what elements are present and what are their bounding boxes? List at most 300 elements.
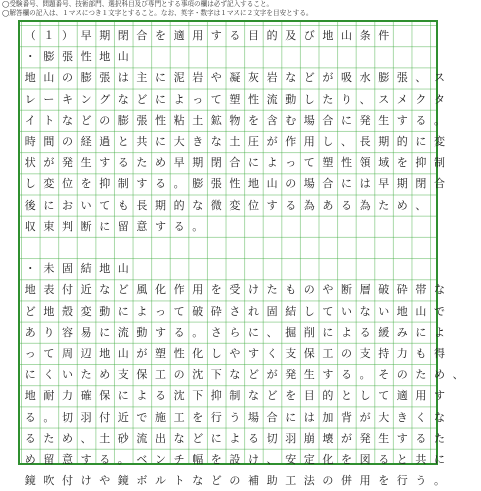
grid-cell: 生 — [378, 113, 390, 127]
grid-cell: 閉 — [415, 177, 427, 191]
grid-cell: や — [229, 347, 241, 360]
grid-cell: チ — [173, 453, 185, 466]
grid-cell: 断 — [80, 219, 92, 233]
grid-cell: 塑 — [322, 156, 334, 170]
grid-cell: の — [396, 368, 408, 382]
grid-cell: に — [285, 410, 297, 424]
grid-cell: 近 — [80, 283, 92, 297]
grid-cell: る — [359, 325, 371, 339]
grid-cell: 微 — [210, 198, 222, 212]
grid-cell: し — [303, 304, 315, 318]
grid-cell: に — [99, 219, 111, 233]
grid-cell: よ — [266, 156, 278, 170]
grid-cell: 保 — [99, 389, 111, 403]
grid-cell: 変 — [433, 135, 445, 148]
grid-cell: 結 — [80, 262, 92, 276]
grid-cell: ど — [117, 283, 129, 297]
grid-cell: ー — [43, 92, 55, 106]
grid-cell: に — [43, 198, 55, 212]
grid-cell: な — [247, 389, 259, 403]
grid-cell: 条 — [359, 29, 371, 42]
grid-cell: と — [396, 453, 408, 466]
grid-cell: て — [210, 92, 222, 106]
grid-cell: 土 — [99, 431, 111, 445]
grid-cell: る — [340, 368, 352, 382]
grid-cell: 付 — [61, 283, 73, 297]
grid-cell: に — [340, 177, 352, 191]
answer-line — [21, 258, 481, 279]
grid-cell: に — [247, 325, 259, 339]
answer-line — [21, 195, 481, 216]
grid-cell: 背 — [340, 410, 352, 424]
answer-line — [21, 237, 481, 258]
grid-cell: 。 — [192, 325, 204, 339]
answer-line — [21, 152, 481, 173]
answer-sheet[interactable] — [18, 20, 464, 488]
grid-cell: 目 — [247, 29, 259, 42]
grid-cell: 工 — [322, 347, 334, 360]
grid-cell: 山 — [43, 71, 55, 85]
grid-cell: め — [433, 368, 445, 382]
grid-cell: お — [61, 198, 73, 212]
grid-cell: 用 — [359, 474, 371, 488]
grid-cell: 鉱 — [210, 113, 222, 127]
grid-cell: く — [266, 347, 278, 360]
grid-cell: て — [43, 347, 55, 360]
grid-cell: 岩 — [192, 71, 204, 85]
grid-cell: 、 — [80, 431, 92, 445]
grid-cell: 設 — [229, 453, 241, 466]
grid-cell: 間 — [43, 135, 55, 148]
grid-cell: る — [285, 198, 297, 212]
grid-cell: 長 — [359, 135, 371, 148]
grid-cell: し — [24, 177, 36, 191]
grid-cell: に — [154, 135, 166, 148]
grid-cell: な — [229, 368, 241, 382]
grid-cell: 破 — [192, 304, 204, 318]
grid-cell: あ — [24, 325, 36, 339]
grid-cell: 吹 — [43, 474, 55, 488]
grid-cell: ク — [415, 92, 427, 106]
grid-cell: っ — [154, 304, 166, 318]
grid-cell: 経 — [80, 135, 92, 148]
grid-cell: が — [340, 431, 352, 445]
grid-cell: た — [136, 156, 148, 170]
grid-cell: 張 — [396, 71, 408, 85]
grid-cell: 時 — [24, 135, 36, 148]
grid-cell: 砕 — [210, 304, 222, 318]
grid-cell: 破 — [378, 283, 390, 297]
grid-cell: に — [247, 156, 259, 170]
grid-cell: 膨 — [43, 50, 55, 64]
grid-cell: 生 — [378, 431, 390, 445]
answer-line — [21, 343, 481, 364]
answer-line — [21, 67, 481, 88]
grid-cell: 殻 — [61, 304, 73, 318]
grid-cell: 主 — [136, 71, 148, 85]
grid-cell: 付 — [99, 410, 111, 424]
grid-cell: 膨 — [117, 113, 129, 127]
grid-cell: 工 — [154, 368, 166, 382]
answer-grid — [20, 22, 464, 488]
grid-cell: り — [340, 92, 352, 106]
grid-cell: 行 — [396, 474, 408, 488]
grid-cell: る — [117, 156, 129, 170]
grid-cell: 合 — [229, 156, 241, 170]
grid-cell: 帯 — [415, 283, 427, 297]
grid-cell: 合 — [322, 177, 334, 191]
grid-cell: け — [247, 283, 259, 297]
grid-cell: 合 — [322, 113, 334, 127]
grid-cell: た — [43, 431, 55, 445]
grid-cell: 発 — [359, 113, 371, 127]
grid-cell: な — [192, 198, 204, 212]
grid-cell: や — [99, 474, 111, 488]
grid-cell: す — [154, 219, 166, 233]
grid-cell: 地 — [247, 177, 259, 191]
grid-cell: 為 — [359, 198, 371, 212]
grid-cell: て — [322, 304, 334, 318]
grid-cell: 含 — [266, 113, 278, 127]
grid-cell: 抑 — [210, 389, 222, 403]
grid-cell: 留 — [117, 219, 129, 233]
grid-cell: 、 — [452, 368, 464, 382]
grid-cell: 地 — [396, 304, 408, 318]
grid-cell: 位 — [61, 177, 73, 191]
grid-cell: す — [322, 368, 334, 382]
grid-cell: 期 — [396, 177, 408, 191]
grid-cell: 生 — [80, 156, 92, 170]
grid-cell: な — [433, 410, 445, 424]
grid-cell: 緩 — [378, 325, 390, 339]
grid-cell: 束 — [43, 219, 55, 233]
grid-cell: 制 — [433, 156, 445, 170]
grid-cell: 山 — [117, 50, 129, 64]
grid-cell: れ — [247, 304, 259, 318]
grid-cell: よ — [136, 389, 148, 403]
grid-cell: 性 — [340, 156, 352, 170]
grid-cell: に — [99, 325, 111, 339]
instruction-notes — [2, 0, 458, 17]
grid-cell: 共 — [136, 135, 148, 148]
grid-cell: し — [322, 135, 334, 148]
grid-cell: 化 — [322, 453, 334, 466]
grid-cell: 灰 — [247, 71, 259, 85]
grid-cell: 閉 — [210, 156, 222, 170]
grid-cell: 性 — [80, 50, 92, 64]
grid-cell: 固 — [61, 262, 73, 276]
grid-cell: ら — [229, 325, 241, 339]
grid-cell: ト — [173, 474, 185, 488]
grid-cell: ・ — [24, 50, 36, 64]
grid-cell: よ — [340, 325, 352, 339]
grid-cell: 域 — [378, 156, 390, 170]
grid-cell: た — [378, 198, 390, 212]
grid-cell: 用 — [303, 135, 315, 148]
grid-cell: 適 — [173, 29, 185, 42]
grid-cell: 適 — [396, 389, 408, 403]
grid-cell: な — [99, 283, 111, 297]
grid-cell: 。 — [359, 368, 371, 382]
grid-cell: 未 — [43, 262, 55, 276]
grid-cell: る — [340, 198, 352, 212]
grid-cell: て — [173, 304, 185, 318]
grid-cell: 流 — [117, 325, 129, 339]
grid-cell: て — [99, 198, 111, 212]
grid-cell: 変 — [229, 198, 241, 212]
grid-cell: 大 — [378, 410, 390, 424]
grid-cell: 崩 — [303, 431, 315, 445]
grid-cell: よ — [136, 304, 148, 318]
grid-cell: 持 — [378, 347, 390, 360]
grid-cell: 法 — [303, 474, 315, 488]
grid-cell: る — [24, 431, 36, 445]
grid-cell: の — [99, 113, 111, 127]
grid-cell: 作 — [173, 283, 185, 297]
grid-cell: め — [24, 453, 36, 466]
grid-cell: な — [117, 92, 129, 106]
grid-cell: 、 — [415, 71, 427, 85]
grid-cell: 泥 — [173, 71, 185, 85]
grid-cell: タ — [433, 92, 445, 106]
answer-line — [21, 428, 481, 449]
grid-cell: 期 — [154, 198, 166, 212]
grid-cell: 性 — [247, 92, 259, 106]
grid-cell: の — [303, 283, 315, 297]
grid-cell: 辺 — [80, 347, 92, 360]
grid-cell: な — [433, 283, 445, 297]
answer-line — [21, 322, 481, 343]
grid-cell: 結 — [285, 304, 297, 318]
grid-cell: 物 — [229, 113, 241, 127]
grid-cell: 留 — [43, 453, 55, 466]
grid-cell: る — [247, 431, 259, 445]
grid-cell: 地 — [99, 262, 111, 276]
grid-cell: る — [154, 177, 166, 191]
grid-cell: 期 — [99, 29, 111, 42]
grid-cell: 下 — [192, 389, 204, 403]
grid-cell: 生 — [303, 368, 315, 382]
grid-cell: る — [24, 410, 36, 424]
grid-cell: の — [173, 368, 185, 382]
grid-cell: 行 — [210, 410, 222, 424]
grid-cell: 膨 — [378, 71, 390, 85]
grid-cell: の — [61, 71, 73, 85]
grid-cell: や — [322, 283, 334, 297]
grid-cell: が — [322, 71, 334, 85]
grid-cell: 定 — [303, 453, 315, 466]
grid-cell: 地 — [322, 29, 334, 42]
grid-cell: ） — [61, 29, 73, 42]
grid-cell: う — [229, 410, 241, 424]
grid-cell: と — [340, 389, 352, 403]
grid-cell: ど — [303, 71, 315, 85]
grid-cell: 性 — [229, 177, 241, 191]
grid-cell: が — [266, 368, 278, 382]
grid-cell: に — [210, 431, 222, 445]
grid-cell: ン — [154, 453, 166, 466]
grid-cell: 塑 — [154, 347, 166, 360]
grid-cell: 粘 — [173, 113, 185, 127]
grid-cell: を — [396, 156, 408, 170]
grid-cell: に — [340, 113, 352, 127]
grid-cell: 周 — [61, 347, 73, 360]
grid-cell: 鏡 — [24, 474, 36, 488]
grid-cell: め — [396, 198, 408, 212]
grid-cell: ど — [24, 304, 36, 318]
answer-line — [21, 25, 481, 46]
answer-line — [21, 89, 481, 110]
grid-cell: る — [229, 29, 241, 42]
grid-cell: 図 — [359, 453, 371, 466]
grid-cell: も — [415, 347, 427, 360]
grid-cell: 流 — [136, 431, 148, 445]
grid-cell: 張 — [210, 177, 222, 191]
grid-cell: 土 — [229, 135, 241, 148]
grid-cell: 合 — [266, 410, 278, 424]
grid-cell: 発 — [61, 156, 73, 170]
grid-cell: 発 — [285, 368, 297, 382]
grid-cell: る — [99, 453, 111, 466]
grid-cell: す — [396, 431, 408, 445]
grid-cell: ど — [266, 389, 278, 403]
grid-cell: が — [136, 347, 148, 360]
grid-cell: け — [80, 474, 92, 488]
grid-cell: 。 — [117, 453, 129, 466]
grid-cell: 。 — [192, 219, 204, 233]
grid-cell: を — [378, 474, 390, 488]
grid-cell: に — [415, 325, 427, 339]
grid-cell: の — [322, 474, 334, 488]
grid-cell: 受 — [229, 283, 241, 297]
grid-cell: 岩 — [266, 71, 278, 85]
grid-cell: と — [117, 135, 129, 148]
grid-cell: 的 — [173, 198, 185, 212]
answer-line — [21, 364, 481, 385]
grid-cell: 得 — [433, 347, 445, 360]
grid-cell: 山 — [415, 304, 427, 318]
grid-cell: 容 — [61, 325, 73, 339]
grid-cell: イ — [24, 113, 36, 127]
grid-cell: に — [433, 453, 445, 466]
grid-cell: 閉 — [117, 29, 129, 42]
grid-cell: し — [210, 347, 222, 360]
grid-cell: ル — [154, 474, 166, 488]
grid-cell: 用 — [415, 389, 427, 403]
grid-cell: 用 — [192, 29, 204, 42]
grid-cell: る — [415, 113, 427, 127]
grid-cell: １ — [43, 29, 55, 42]
grid-cell: あ — [322, 198, 334, 212]
grid-cell: 支 — [359, 347, 371, 360]
grid-cell: る — [173, 325, 185, 339]
grid-cell: っ — [24, 347, 36, 360]
grid-cell: 易 — [80, 325, 92, 339]
grid-cell: の — [340, 347, 352, 360]
grid-cell: 地 — [43, 304, 55, 318]
grid-cell: 件 — [378, 29, 390, 42]
grid-cell: る — [415, 431, 427, 445]
grid-cell: メ — [396, 92, 408, 106]
grid-cell: い — [378, 304, 390, 318]
grid-cell: レ — [24, 92, 36, 106]
grid-cell: 近 — [117, 410, 129, 424]
grid-cell: 、 — [340, 135, 352, 148]
grid-cell: 鏡 — [117, 474, 129, 488]
grid-cell: 工 — [285, 474, 297, 488]
grid-cell: な — [192, 474, 204, 488]
grid-cell: す — [247, 347, 259, 360]
grid-cell: 下 — [210, 368, 222, 382]
grid-cell: 工 — [173, 410, 185, 424]
grid-cell: は — [359, 177, 371, 191]
grid-cell: る — [154, 389, 166, 403]
grid-cell: 期 — [192, 156, 204, 170]
grid-cell: そ — [378, 368, 390, 382]
grid-cell: 地 — [24, 71, 36, 85]
grid-cell: う — [415, 474, 427, 488]
grid-cell: し — [359, 389, 371, 403]
grid-cell: け — [247, 453, 259, 466]
grid-cell: 作 — [285, 135, 297, 148]
grid-cell: 、 — [266, 453, 278, 466]
grid-cell: も — [285, 283, 297, 297]
grid-cell: を — [80, 177, 92, 191]
grid-cell: 補 — [247, 474, 259, 488]
grid-cell: 沈 — [192, 368, 204, 382]
grid-cell: め — [99, 368, 111, 382]
grid-cell: 張 — [136, 113, 148, 127]
grid-cell: く — [415, 410, 427, 424]
grid-cell: 後 — [24, 198, 36, 212]
grid-cell: 的 — [322, 389, 334, 403]
grid-cell: 場 — [303, 113, 315, 127]
grid-cell: 切 — [61, 410, 73, 424]
grid-cell: す — [396, 113, 408, 127]
grid-cell: 水 — [359, 71, 371, 85]
grid-cell: 加 — [322, 410, 334, 424]
grid-cell: よ — [229, 431, 241, 445]
grid-cell: め — [154, 156, 166, 170]
grid-cell: 耐 — [43, 389, 55, 403]
grid-cell: を — [340, 453, 352, 466]
grid-cell: 発 — [359, 431, 371, 445]
grid-cell: 状 — [24, 156, 36, 170]
grid-cell: き — [396, 410, 408, 424]
grid-cell: た — [322, 92, 334, 106]
grid-cell: す — [154, 325, 166, 339]
grid-cell: 。 — [173, 177, 185, 191]
grid-cell: ス — [433, 71, 445, 85]
grid-cell: た — [415, 368, 427, 382]
grid-cell: 力 — [396, 347, 408, 360]
grid-cell: 化 — [154, 283, 166, 297]
grid-cell: き — [192, 135, 204, 148]
grid-cell: 助 — [266, 474, 278, 488]
answer-line — [21, 216, 481, 237]
grid-cell: グ — [99, 92, 111, 106]
grid-cell: っ — [192, 92, 204, 106]
grid-cell: 化 — [192, 347, 204, 360]
answer-line — [21, 173, 481, 194]
grid-cell: 支 — [285, 347, 297, 360]
grid-cell: を — [154, 29, 166, 42]
grid-cell: 張 — [61, 50, 73, 64]
grid-cell: 領 — [359, 156, 371, 170]
grid-cell: 力 — [61, 389, 73, 403]
grid-cell: 早 — [173, 156, 185, 170]
grid-cell: 流 — [266, 92, 278, 106]
